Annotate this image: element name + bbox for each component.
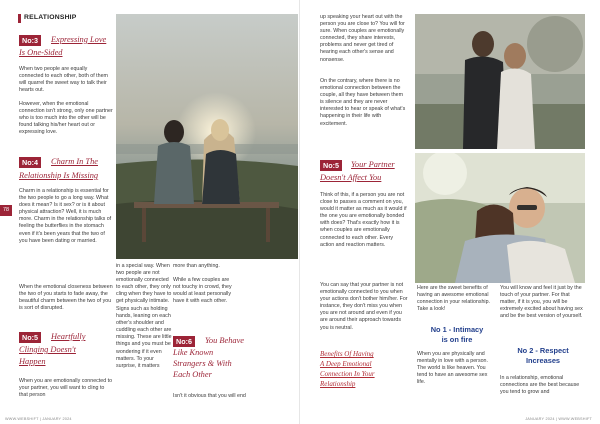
paragraph: Think of this, if a person you are not close to passes a comment on you, would it matter as much as it would if the one you are emotionally bonded with does? That's exactly how it is when couples are emotionally connected to each other. Every action and reaction matters. [320, 192, 407, 248]
paragraph: When you are emotionally connected to your partner, you will want to cling to that person [19, 378, 113, 399]
section-badge-no5: No:5 [19, 332, 41, 343]
section-badge-no4: No:4 [19, 157, 41, 168]
paragraph: Signs such as holding hands, leaning on each other's shoulder and cuddling each other are missing. These are little things and you must be wondering if it even matters. To your surprise, it matters [116, 306, 172, 369]
paragraph: You will know and feel it just by the touch of your partner. For that matter, if it is you, you will be extremely excited about having sex and be the best version of yourself. [500, 285, 583, 320]
section-title-no3-b: Is One-Sided [19, 48, 63, 57]
paragraph: Here are the sweet benefits of having an awesome emotional connection in your relationship. Take a look! [417, 285, 491, 313]
section-title-no5-c: Happen [19, 357, 46, 366]
paragraph: On the contrary, where there is no emotional connection between the couple, all they have between them is silence and they are never interested to hear or speak of what's happening in their life with excitement. [320, 78, 406, 127]
paragraph: However, when the emotional connection isn't strong, only one partner who is too much into the other will be found talking his/her heart out or expressing love. [19, 101, 113, 136]
section-title-no6-d: Each Other [173, 370, 212, 379]
paragraph: Charm in a relationship is essential for the two people to go a long way. What does it mean? Is it sex? or is it about physical attraction? Well, it is much more. Charm in the relationship talks of feeling the butterflies in the stomach even if it's been years that the two of you have been dating or married. [19, 188, 112, 244]
section-title-no4-b: Relationship Is Missing [19, 171, 99, 180]
paragraph: When the emotional closeness between the two of you starts to fade away, the beautiful charm between the two of you is sort of disrupted. [19, 284, 113, 312]
section-label: RELATIONSHIP [24, 14, 77, 21]
section-title-no5b-b: Doesn't Affect You [320, 173, 382, 182]
paragraph: more than anything. [173, 263, 220, 269]
benefits-heading-line3: Connection In Your [320, 370, 375, 378]
intimacy-heading-line1: No 1 - Intimacy [430, 325, 484, 334]
paragraph: When you are physically and mentally in love with a person. The world is like heaven. You tend to have an awesome sex life. [417, 351, 488, 386]
section-badge-no6: No:6 [173, 336, 195, 347]
paragraph: You can say that your partner is not emotionally connected to you when your actions don't bother him/her. For instance, they don't miss you when you are not around and even if you are around their approach towards you is neutral. [320, 282, 408, 331]
section-title-no4-a: Charm In The [51, 157, 98, 166]
section-marker [18, 14, 21, 23]
couple-embrace-photo [415, 153, 585, 283]
section-title-no5-b: Clinging Doesn't [19, 345, 76, 354]
paragraph: up speaking your heart out with the person you are close to? You will for sure. When couples are emotionally connected, they share interests, problems and never get tired of hearing each other's sense and nonsense. [320, 14, 405, 63]
benefits-heading-line4: Relationship [320, 380, 356, 388]
couple-embrace-image [415, 153, 585, 283]
benefits-heading-line1: Benefits Of Having [320, 350, 374, 358]
footer-left: WWW.WEBSHIFT | JANUARY 2024 [5, 417, 72, 421]
benefits-heading-line2: A Deep Emotional [320, 360, 372, 368]
respect-heading-line1: No 2 - Respect [517, 346, 569, 355]
paragraph: While a few couples are not touchy in crowd, they would at least personally have it with each other. [173, 277, 232, 305]
page-divider [299, 0, 300, 424]
couple-standing-photo [415, 14, 585, 149]
couple-bench-image [116, 14, 298, 259]
section-title-no6-a: You Behave [205, 336, 244, 345]
paragraph: Isn't it obvious that you will end [173, 393, 246, 399]
intimacy-heading-line2: is on fire [441, 335, 473, 344]
section-title-no6-c: Strangers & With [173, 359, 232, 368]
footer-right: JANUARY 2024 | WWW.WEBSHIFT [525, 417, 592, 421]
section-title-no6-b: Like Known [173, 348, 214, 357]
section-title-no3-a: Expressing Love [51, 35, 107, 44]
page-number: 78 [0, 205, 12, 216]
paragraph: In a relationship, emotional connections are the best because you tend to grow and [500, 375, 580, 396]
couple-standing-image [415, 14, 585, 149]
paragraph: in a special way. When two people are not emotionally connected to each other, they only cling when they have to get physically intimate. [116, 263, 172, 305]
paragraph: When two people are equally connected to each other, both of them will quarrel the sweet way to talk their hearts out. [19, 66, 108, 94]
couple-bench-photo [116, 14, 298, 259]
section-badge-no3: No:3 [19, 35, 41, 46]
respect-heading-line2: Increases [525, 356, 561, 365]
section-title-no5b-a: Your Partner [351, 160, 395, 169]
section-title-no5-a: Heartfully [51, 332, 86, 341]
section-badge-no5b: No:5 [320, 160, 342, 171]
